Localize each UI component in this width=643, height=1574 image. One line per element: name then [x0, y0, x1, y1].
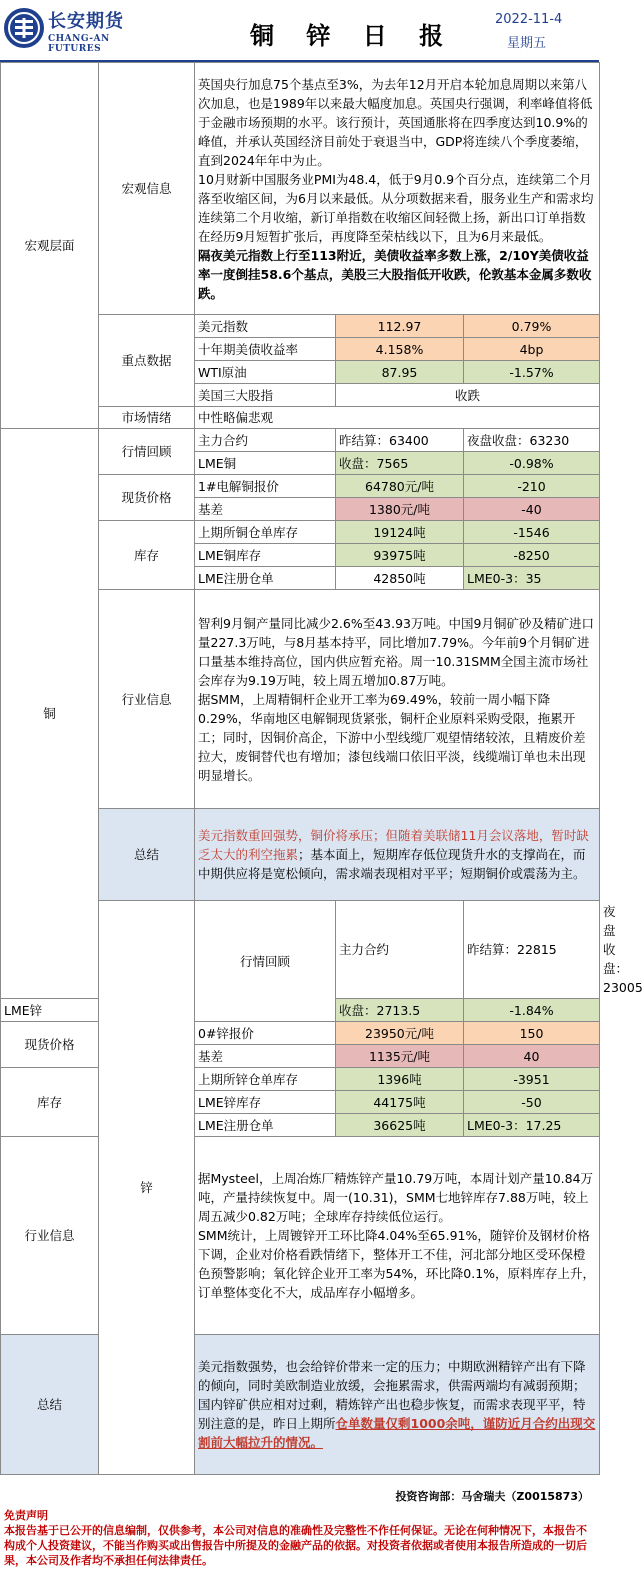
copper-stock-change: -1546	[464, 521, 600, 544]
key-data-label: 重点数据	[99, 315, 195, 407]
key-row-change: 0.79%	[464, 315, 600, 338]
disclaimer	[0, 1508, 599, 1574]
copper-stock-value: 19124吨	[336, 521, 464, 544]
zinc-industry-para-2: SMM统计，上周镀锌开工环比降4.04%至65.91%，随锌价及钢材价格下调，企业对价格看跌情绪下，整体开工不佳，河北部分地区受环保橙色预警影响；氧化锌企业开工率为54%，环比降0.1%，原料库存上升，订单整体变化不大，成品库存小幅增多。	[198, 1228, 596, 1300]
copper-lme-change: -0.98%	[464, 452, 600, 475]
zinc-stock-change: -50	[464, 1091, 600, 1114]
copper-night-close: 夜盘收盘：63230	[464, 429, 600, 452]
zinc-summary-text	[195, 1335, 600, 1475]
disclaimer-text: 本报告基于已公开的信息编制，仅供参考，本公司对信息的准确性及完整性不作任何保证。无论在何种情况下，本报告不构成个人投资建议，不能当作购买或出售报告中所提及的金融产品的依据。对投资者依据或者使用本报告所造成的一切后果，本公司及作者均不承担任何法律责任。	[4, 1524, 587, 1567]
key-row-name: 美国三大股指	[195, 384, 336, 407]
copper-industry-para-1: 智利9月铜产量同比减少2.6%至43.93万吨。中国9月铜矿砂及精矿进口量227.3万吨，与8月基本持平，同比增加7.79%。今年前9个月铜矿进口量基本维持高位，国内供应暂充裕。周一10.31SMM全国主流市场社会库存为9.19万吨，较上周五增加0.87万吨。	[198, 615, 594, 688]
zinc-spot-name: 0#锌报价	[195, 1022, 336, 1045]
copper-industry-label: 行业信息	[99, 590, 195, 809]
key-row-name: 十年期美债收益率	[195, 338, 336, 361]
macro-para-1: 英国央行加息75个基点至3%，为去年12月开启本轮加息周期以来第八次加息，也是1989年以来最大幅度加息。英国央行强调，利率峰值将低于金融市场预期的水平。该行预计，英国通胀将在四季度达到10.9%的峰值，并承认英国经济目前处于衰退当中，GDP将连续八个季度萎缩，直到2024年年中为止。	[198, 76, 593, 168]
disclaimer-title: 免责声明	[4, 1509, 48, 1522]
copper-stock-name: LME铜库存	[195, 544, 336, 567]
copper-spot-name: 1#电解铜报价	[195, 475, 336, 498]
copper-lme-name: LME铜	[195, 452, 336, 475]
copper-spot-price: 64780元/吨	[336, 475, 464, 498]
copper-stock-name: 上期所铜仓单库存	[195, 521, 336, 544]
report-date: 2022-11-4	[495, 12, 563, 27]
logo-english-name: CHANG-AN FUTURES	[48, 34, 110, 54]
zinc-lme-change: -1.84%	[464, 999, 600, 1022]
sentiment-label: 市场情绪	[99, 407, 195, 429]
zinc-summary-label: 总结	[1, 1335, 99, 1475]
zinc-stock-change: -3951	[464, 1068, 600, 1091]
zinc-summary-plain: 美元指数强势，也会给锌价带来一定的压力；中期欧洲精锌产出有下降的倾向，同时美欧制造业放缓，会拖累需求，供需两端均有减弱预期；国内锌矿供应相对过剩，精炼锌产出也稳步恢复，而需求表现平平，特别注意的是，昨日上期所	[198, 1359, 586, 1431]
macro-info-label: 宏观信息	[99, 63, 195, 315]
copper-settle: 昨结算：63400	[336, 429, 464, 452]
zinc-industry-text	[195, 1137, 600, 1335]
zinc-stock-change: LME0-3：17.25	[464, 1114, 600, 1137]
zinc-stock-label: 库存	[1, 1068, 99, 1137]
zinc-industry-label: 行业信息	[1, 1137, 99, 1335]
zinc-summary-highlight: 仓单数量仅剩1000余吨，谨防近月合约出现交割前大幅拉升的情况。	[198, 1416, 596, 1450]
analyst-credit: 投资咨询部：马舍瑞夫（Z0015873）	[395, 1490, 589, 1503]
zinc-lme-close: 收盘：2713.5	[336, 999, 464, 1022]
report-weekday: 星期五	[507, 36, 547, 51]
report-title: 铜 锌 日 报	[250, 22, 456, 50]
macro-para-3: 隔夜美元指数上行至113附近，美债收益率多数上涨，2/10Y美债收益率一度倒挂58.6个基点，美股三大股指低开收跌，伦敦基本金属多数收跌。	[198, 247, 592, 301]
copper-main-contract: 主力合约	[195, 429, 336, 452]
copper-summary-highlight: 美元指数重回强势，铜价将承压；但随着美联储11月会议落地，暂时缺乏太大的利空拖累	[198, 828, 589, 862]
macro-info-text	[195, 63, 600, 315]
zinc-spot-price: 23950元/吨	[336, 1022, 464, 1045]
zinc-settle: 昨结算：22815	[464, 901, 600, 999]
sentiment-value: 中性略偏悲观	[195, 407, 600, 429]
zinc-main-contract: 主力合约	[336, 901, 464, 999]
copper-industry-para-2: 据SMM，上周精铜杆企业开工率为69.49%，较前一周小幅下降0.29%，华南地区电解铜现货紧张，铜杆企业原料采购受限，拖累开工；同时，因铜价高企，下游中小型线缆厂观望情绪较浓，且精废价差拉大，废铜替代也有增加；漆包线端口依旧平淡，线缆端订单也未出现明显增长。	[198, 691, 586, 783]
copper-lme-close: 收盘：7565	[336, 452, 464, 475]
copper-stock-name: LME注册仓单	[195, 567, 336, 590]
report-table: 宏观层面 宏观信息 英国央行加息75个基点至3%，为去年12月开启本轮加息周期以来第八次加息，也是1989年以来最大幅度加息。英国央行强调，利率峰值将低于金融市场预期的水平。该行预计，英国通胀将在四季度达到10.9%的峰值，并承认英国经济目前处于衰退当中，GDP将连续八个季度萎缩，直到2024年年中为止。 10月财新中国服务业PMI为48.4，低于9月0.9个百分点，连续第二个月落至收缩区间，为6月以来最低。从分项数据来看，服务业生产和需求均连续第二个月收缩，新订单指数在收缩区间轻微上扬，新出口订单指数在经历9月短暂扩张后，再度降至荣枯线以下，且为6月来最低。 隔夜美元指数上行至113附近，美债收益率多数上涨，2/10Y美债收益率一度倒挂58.6个基点，美股三大股指低开收跌，伦敦基本金属多数收跌。 重点数据 美元指数 112.97 0.79% 十年期美债收益率 4.158% 4bp WTI原油 87.95 -1.57% 美国三大股指 收跌 市场情绪 中性略偏悲观 铜 行情回顾 主力合约 昨结算：63400 夜盘收盘：63230 LME铜 收盘：7565 -0.98% 现货价格 1#电解铜报价 64780元/吨 -210 基差 1380元/吨 -40 库存 上期所铜仓单库存 19124吨 -1546 LME铜库存 93975吨 -8250 LME注册仓单 42850吨 LME0-3：35 行业信息 智利9月铜产量同比减少2.6%至43.93万吨。中国9月铜矿砂及精矿进口量227.3万吨，与8月基本持平，同比增加7.79%。今年前9个月铜矿进口量基本维持高位，国内供应暂充裕。周一10.31SMM全国主流市场社会库存为9.19万吨，较上周五增加0.87万吨。 据SMM，上周精铜杆企业开工率为69.49%，较前一周小幅下降0.29%，华南地区电解铜现货紧张，铜杆企业原料采购受限，拖累开工；同时，因铜价高企，下游中小型线缆厂观望情绪较浓，且精废价差拉大，废铜替代也有增加；漆包线端口依旧平淡，线缆端订单也未出现明显增长。 总结 美元指数重回强势，铜价将承压；但随着美联储11月会议落地，暂时缺乏太大的利空拖累；基本面上，短期库存低位现货升水的支撑尚在，而中期供应将是宽松倾向，需求端表现相对平平；短期铜价或震荡为主。 锌 行情回顾 主力合约 昨结算：22815 夜盘收盘：23005 LME锌 收盘：2713.5 -1.84% 现货价格 0#锌报价 23950元/吨 150 基差 1135元/吨 40 库存 上期所锌仓单库存 1396吨 -3951 LME锌库存 44175吨 -50 LME注册仓单 36625吨 LME0-3：17.25 行业信息 据Mysteel，上周冶炼厂精炼锌产量10.79万吨，本周计划产量10.84万吨，产量持续恢复中。周一(10.31)，SMM七地锌库存7.88万吨，较上周五减少0.82万吨；全球库存持续低位运行。 SMM统计，上周镀锌开工环比降4.04%至65.91%，随锌价及钢材价格下调，企业对价格看跌情绪下，整体开工不佳，河北部分地区受环保橙色预警影响；氧化锌企业开工率为54%，环比降0.1%，原料库存上升，订单整体变化不大，成品库存小幅增多。 总结 美元指数强势，也会给锌价带来一定的压力；中期欧洲精锌产出有下降的倾向，同时美欧制造业放缓，会拖累需求，供需两端均有减弱预期；国内锌矿供应相对过剩，精炼锌产出也稳步恢复，而需求表现平平，特别注意的是，昨日上期所仓单数量仅剩1000余吨，谨防近月合约出现交割前大幅拉升的情况。	[0, 62, 600, 1475]
copper-stock-change: -8250	[464, 544, 600, 567]
zinc-quote-label: 行情回顾	[195, 901, 336, 1022]
logo-emblem-icon	[4, 8, 44, 48]
copper-stock-value: 93975吨	[336, 544, 464, 567]
key-row-value: 4.158%	[336, 338, 464, 361]
copper-basis-change: -40	[464, 498, 600, 521]
zinc-industry-para-1: 据Mysteel，上周冶炼厂精炼锌产量10.79万吨，本周计划产量10.84万吨，产量持续恢复中。周一(10.31)，SMM七地锌库存7.88万吨，较上周五减少0.82万吨；全球库存持续低位运行。	[198, 1171, 594, 1224]
copper-summary-rest: ；基本面上，短期库存低位现货升水的支撑尚在，而中期供应将是宽松倾向，需求端表现相对平平；短期铜价或震荡为主。	[198, 847, 586, 881]
company-logo	[4, 4, 164, 56]
zinc-spot-label: 现货价格	[1, 1022, 99, 1068]
section-zinc: 锌	[99, 901, 195, 1475]
section-macro: 宏观层面	[1, 63, 99, 429]
copper-spot-label: 现货价格	[99, 475, 195, 521]
zinc-stock-name: LME注册仓单	[195, 1114, 336, 1137]
key-row-value: 112.97	[336, 315, 464, 338]
copper-industry-text	[195, 590, 600, 809]
copper-stock-change: LME0-3：35	[464, 567, 600, 590]
report-header	[0, 0, 599, 60]
zinc-stock-value: 44175吨	[336, 1091, 464, 1114]
zinc-stock-value: 36625吨	[336, 1114, 464, 1137]
copper-summary-text	[195, 809, 600, 901]
copper-quote-label: 行情回顾	[99, 429, 195, 475]
key-row-value: 87.95	[336, 361, 464, 384]
copper-basis-name: 基差	[195, 498, 336, 521]
zinc-basis-change: 40	[464, 1045, 600, 1068]
zinc-stock-name: LME锌库存	[195, 1091, 336, 1114]
logo-chinese-name: 长安期货	[48, 11, 124, 32]
key-row-value: 收跌	[336, 384, 600, 407]
copper-spot-change: -210	[464, 475, 600, 498]
zinc-stock-value: 1396吨	[336, 1068, 464, 1091]
zinc-basis-value: 1135元/吨	[336, 1045, 464, 1068]
zinc-stock-name: 上期所锌仓单库存	[195, 1068, 336, 1091]
zinc-spot-change: 150	[464, 1022, 600, 1045]
key-row-name: WTI原油	[195, 361, 336, 384]
zinc-lme-name: LME锌	[1, 999, 99, 1022]
copper-stock-value: 42850吨	[336, 567, 464, 590]
key-row-change: 4bp	[464, 338, 600, 361]
macro-para-2: 10月财新中国服务业PMI为48.4，低于9月0.9个百分点，连续第二个月落至收缩区间，为6月以来最低。从分项数据来看，服务业生产和需求均连续第二个月收缩，新订单指数在收缩区间轻微上扬，新出口订单指数在经历9月短暂扩张后，再度降至荣枯线以下，且为6月来最低。	[198, 171, 594, 244]
key-row-name: 美元指数	[195, 315, 336, 338]
copper-summary-label: 总结	[99, 809, 195, 901]
copper-stock-label: 库存	[99, 521, 195, 590]
section-copper: 铜	[1, 429, 99, 999]
key-row-change: -1.57%	[464, 361, 600, 384]
copper-basis-value: 1380元/吨	[336, 498, 464, 521]
zinc-basis-name: 基差	[195, 1045, 336, 1068]
